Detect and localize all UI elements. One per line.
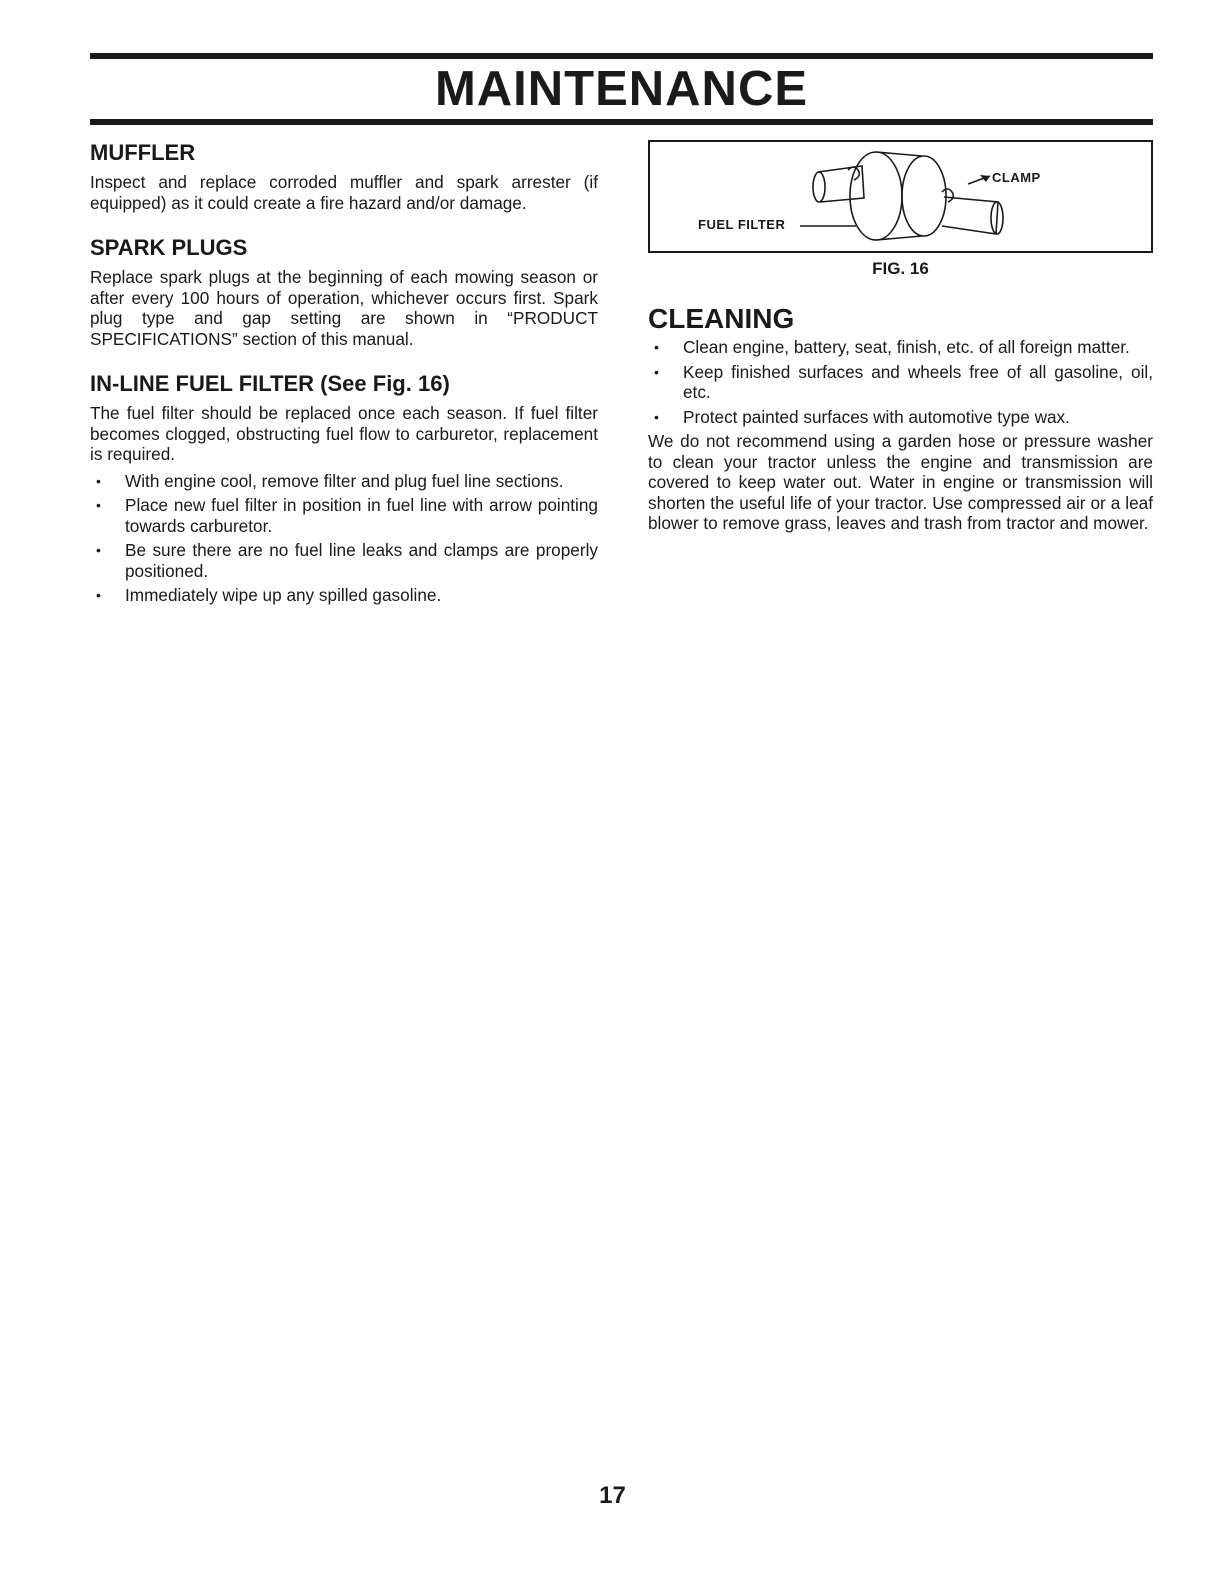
fuel-filter-illustration: [650, 142, 1151, 251]
list-item: • Immediately wipe up any spilled gasoline.: [90, 585, 598, 606]
figure-caption: FIG. 16: [872, 259, 929, 278]
muffler-heading: MUFFLER: [90, 140, 196, 165]
fuel-filter-body: The fuel filter should be replaced once each season. If fuel filter becomes clogged, obstructing fuel flow to carburetor, replacement is required.: [90, 403, 598, 464]
figure-label-clamp: CLAMP: [992, 170, 1041, 185]
cleaning-section: [648, 303, 1153, 534]
header-rule-bottom: [90, 119, 1153, 125]
page-number: 17: [599, 1482, 626, 1509]
list-item: • Place new fuel filter in position in fuel line with arrow pointing towards carburetor.: [90, 495, 598, 536]
fuel-filter-steps: [90, 471, 598, 606]
muffler-body: Inspect and replace corroded muffler and spark arrester (if equipped) as it could create a fire hazard and/or damage.: [90, 172, 598, 213]
fuel-filter-section: [90, 371, 598, 606]
page-title: MAINTENANCE: [434, 62, 809, 116]
fuel-filter-figure: [648, 140, 1153, 253]
spark-plugs-body: Replace spark plugs at the beginning of each mowing season or after every 100 hours of operation, whichever occurs first. Spark plug type and gap setting are shown in “PRODUCT SPECIFICATIONS” section of this manual.: [90, 267, 598, 349]
list-item: • Keep finished surfaces and wheels free of all gasoline, oil, etc.: [648, 362, 1153, 403]
spark-plugs-heading: SPARK PLUGS: [90, 235, 248, 260]
list-item: • Protect painted surfaces with automotive type wax.: [648, 407, 1153, 428]
cleaning-heading: CLEANING: [648, 303, 795, 334]
list-item: • Clean engine, battery, seat, finish, etc. of all foreign matter.: [648, 337, 1153, 358]
header-rule-top: [90, 53, 1153, 59]
muffler-section: [90, 140, 598, 213]
cleaning-body: We do not recommend using a garden hose or pressure washer to clean your tractor unless the engine and transmission are covered to keep water out. Water in engine or transmission will shorten the useful life of your tractor. Use compressed air or a leaf blower to remove grass, leaves and trash from tractor and mower.: [648, 431, 1153, 533]
fuel-filter-heading: IN-LINE FUEL FILTER (See Fig. 16): [90, 371, 450, 396]
spark-plugs-section: [90, 235, 598, 349]
left-column: [90, 140, 598, 628]
figure-label-fuel-filter: FUEL FILTER: [698, 217, 786, 232]
right-column: [648, 140, 1153, 534]
list-item: • With engine cool, remove filter and plug fuel line sections.: [90, 471, 598, 492]
list-item: • Be sure there are no fuel line leaks and clamps are properly positioned.: [90, 540, 598, 581]
cleaning-steps: [648, 337, 1153, 427]
